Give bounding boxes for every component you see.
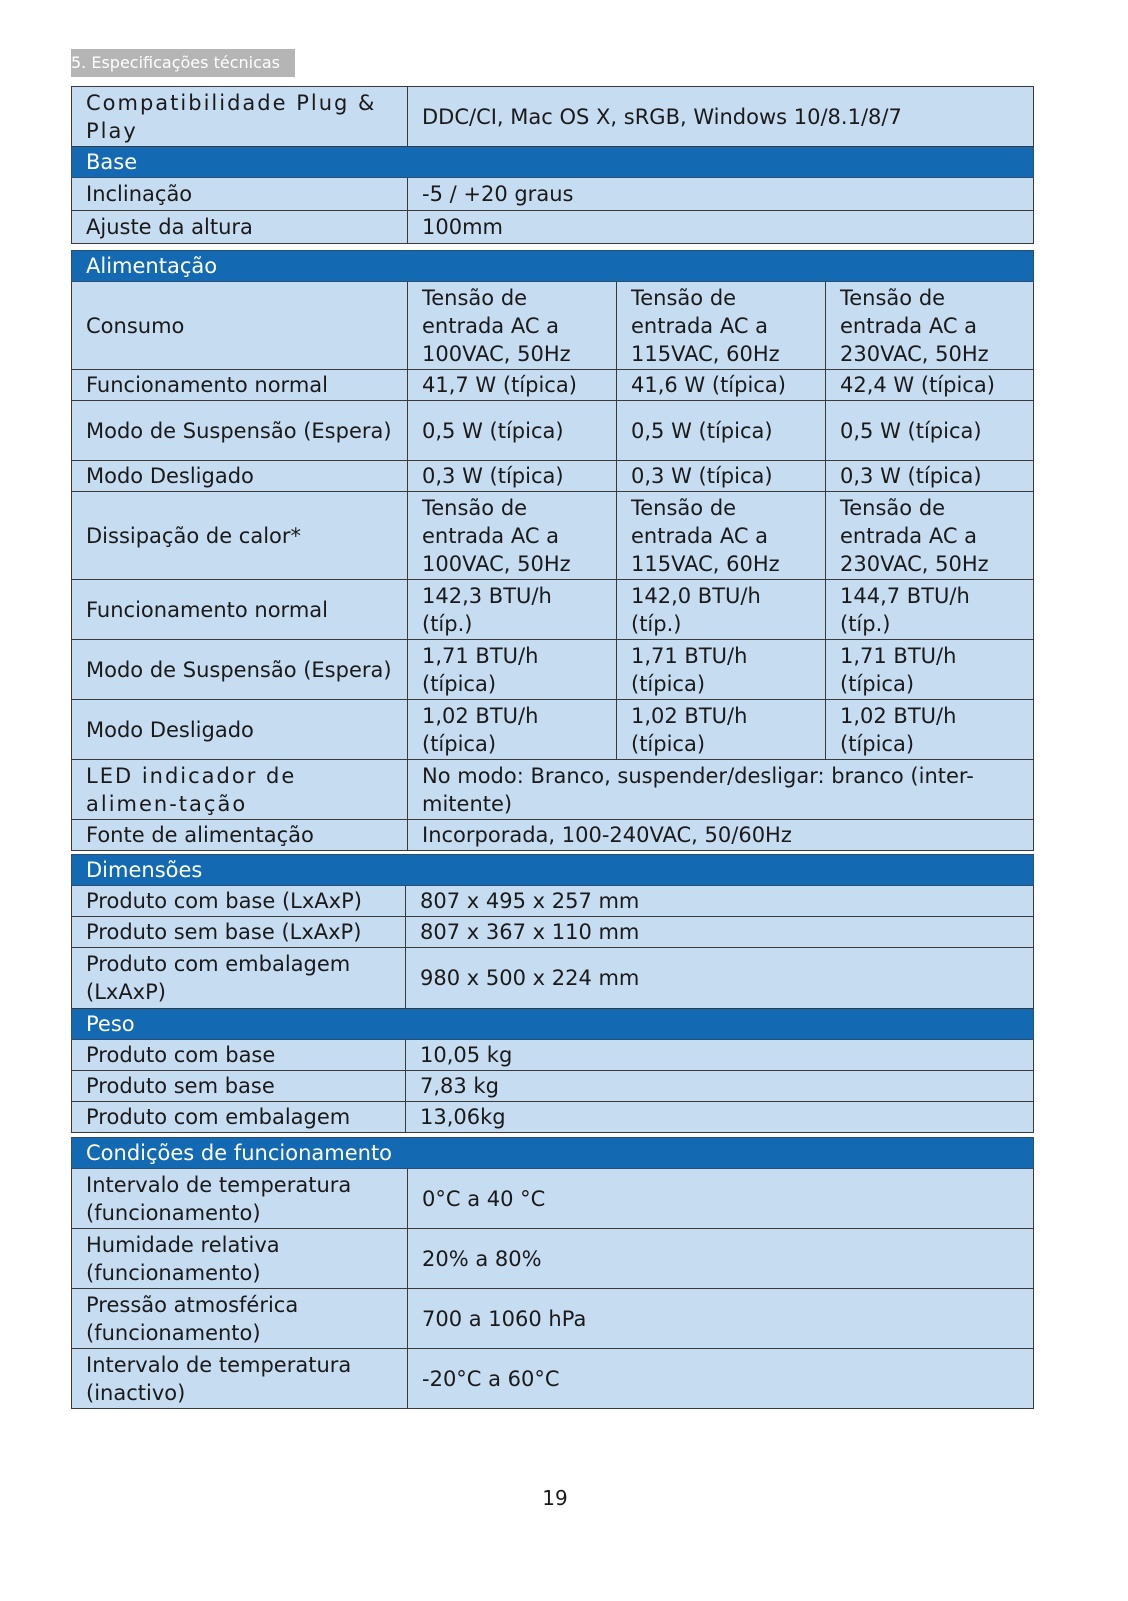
row-label: Funcionamento normal [72, 370, 408, 401]
row-label: Humidade relativa (funcionamento) [72, 1229, 408, 1289]
tilt-label: Inclinação [72, 178, 408, 211]
row-label: Modo Desligado [72, 461, 408, 492]
section-header-dimensions: Dimensões [72, 855, 1034, 886]
row-label: Produto com embalagem (LxAxP) [72, 948, 406, 1009]
page-number: 19 [542, 1486, 568, 1510]
row-value: 41,6 W (típica) [617, 370, 826, 401]
spec-table-power [71, 250, 1034, 851]
table-row [72, 1009, 1034, 1040]
table-row [72, 370, 1034, 401]
row-value: 41,7 W (típica) [408, 370, 617, 401]
row-label: Dissipação de calor* [72, 492, 408, 580]
table-row [72, 401, 1034, 461]
row-label: Intervalo de temperatura (funcionamento) [72, 1169, 408, 1229]
row-value: 0,3 W (típica) [826, 461, 1034, 492]
row-value: 13,06kg [406, 1102, 1034, 1133]
row-value: 0,5 W (típica) [617, 401, 826, 461]
section-header-base: Base [72, 147, 1034, 178]
row-value: 0,5 W (típica) [408, 401, 617, 461]
table-row [72, 1169, 1034, 1229]
spec-table-general [71, 86, 1034, 244]
table-row [72, 917, 1034, 948]
row-value: 20% a 80% [408, 1229, 1034, 1289]
row-value: 0°C a 40 °C [408, 1169, 1034, 1229]
row-label: Intervalo de temperatura (inactivo) [72, 1349, 408, 1409]
row-value: 144,7 BTU/h (típ.) [826, 580, 1034, 640]
table-row [72, 820, 1034, 851]
row-value: 1,71 BTU/h (típica) [408, 640, 617, 700]
table-row [72, 1229, 1034, 1289]
pnp-value: DDC/CI, Mac OS X, sRGB, Windows 10/8.1/8/7 [408, 87, 1034, 147]
table-row [72, 1138, 1034, 1169]
spec-table-dimensions [71, 854, 1034, 1133]
row-value: 142,0 BTU/h (típ.) [617, 580, 826, 640]
table-row [72, 282, 1034, 370]
row-value: 1,02 BTU/h (típica) [617, 700, 826, 760]
row-label: Produto sem base [72, 1071, 406, 1102]
row-label: Modo de Suspensão (Espera) [72, 640, 408, 700]
pnp-label: Compatibilidade Plug & Play [72, 87, 408, 147]
row-value: 1,02 BTU/h (típica) [826, 700, 1034, 760]
row-value: Tensão de entrada AC a 100VAC, 50Hz [408, 282, 617, 370]
section-header-weight: Peso [72, 1009, 1034, 1040]
table-row [72, 87, 1034, 147]
height-label: Ajuste da altura [72, 211, 408, 244]
supply-label: Fonte de alimentação [72, 820, 408, 851]
table-row [72, 251, 1034, 282]
row-value: Tensão de entrada AC a 230VAC, 50Hz [826, 492, 1034, 580]
row-label: Modo de Suspensão (Espera) [72, 401, 408, 461]
row-value: -20°C a 60°C [408, 1349, 1034, 1409]
section-header-operating: Condições de funcionamento [72, 1138, 1034, 1169]
row-label: Produto sem base (LxAxP) [72, 917, 406, 948]
table-row [72, 700, 1034, 760]
row-value: 7,83 kg [406, 1071, 1034, 1102]
row-value: 0,3 W (típica) [617, 461, 826, 492]
table-row [72, 1071, 1034, 1102]
row-label: Pressão atmosférica (funcionamento) [72, 1289, 408, 1349]
row-value: 807 x 367 x 110 mm [406, 917, 1034, 948]
table-row [72, 1349, 1034, 1409]
row-value: 700 a 1060 hPa [408, 1289, 1034, 1349]
table-row [72, 1102, 1034, 1133]
height-value: 100mm [408, 211, 1034, 244]
row-value: 42,4 W (típica) [826, 370, 1034, 401]
table-row [72, 760, 1034, 820]
row-value: 10,05 kg [406, 1040, 1034, 1071]
led-value: No modo: Branco, suspender/desligar: branco (inter-mitente) [408, 760, 1034, 820]
section-header-power: Alimentação [72, 251, 1034, 282]
section-tag: 5. Especificações técnicas [71, 49, 295, 77]
row-label: Produto com base [72, 1040, 406, 1071]
row-label: Produto com base (LxAxP) [72, 886, 406, 917]
table-row [72, 580, 1034, 640]
table-row [72, 855, 1034, 886]
row-value: 1,71 BTU/h (típica) [826, 640, 1034, 700]
row-value: 0,3 W (típica) [408, 461, 617, 492]
row-value: 142,3 BTU/h (típ.) [408, 580, 617, 640]
row-value: 0,5 W (típica) [826, 401, 1034, 461]
table-row [72, 147, 1034, 178]
led-label: LED indicador de alimen-tação [72, 760, 408, 820]
spec-table-operating [71, 1137, 1034, 1409]
row-value: Tensão de entrada AC a 100VAC, 50Hz [408, 492, 617, 580]
table-row [72, 492, 1034, 580]
row-value: 1,02 BTU/h (típica) [408, 700, 617, 760]
supply-value: Incorporada, 100-240VAC, 50/60Hz [408, 820, 1034, 851]
row-label: Modo Desligado [72, 700, 408, 760]
row-value: 1,71 BTU/h (típica) [617, 640, 826, 700]
table-row [72, 178, 1034, 211]
row-label: Produto com embalagem [72, 1102, 406, 1133]
row-label: Consumo [72, 282, 408, 370]
table-row [72, 948, 1034, 1009]
row-value: 807 x 495 x 257 mm [406, 886, 1034, 917]
table-row [72, 886, 1034, 917]
table-row [72, 1040, 1034, 1071]
table-row [72, 211, 1034, 244]
table-row [72, 461, 1034, 492]
row-value: Tensão de entrada AC a 115VAC, 60Hz [617, 492, 826, 580]
table-row [72, 640, 1034, 700]
row-value: Tensão de entrada AC a 230VAC, 50Hz [826, 282, 1034, 370]
tilt-value: -5 / +20 graus [408, 178, 1034, 211]
row-value: Tensão de entrada AC a 115VAC, 60Hz [617, 282, 826, 370]
row-value: 980 x 500 x 224 mm [406, 948, 1034, 1009]
row-label: Funcionamento normal [72, 580, 408, 640]
table-row [72, 1289, 1034, 1349]
